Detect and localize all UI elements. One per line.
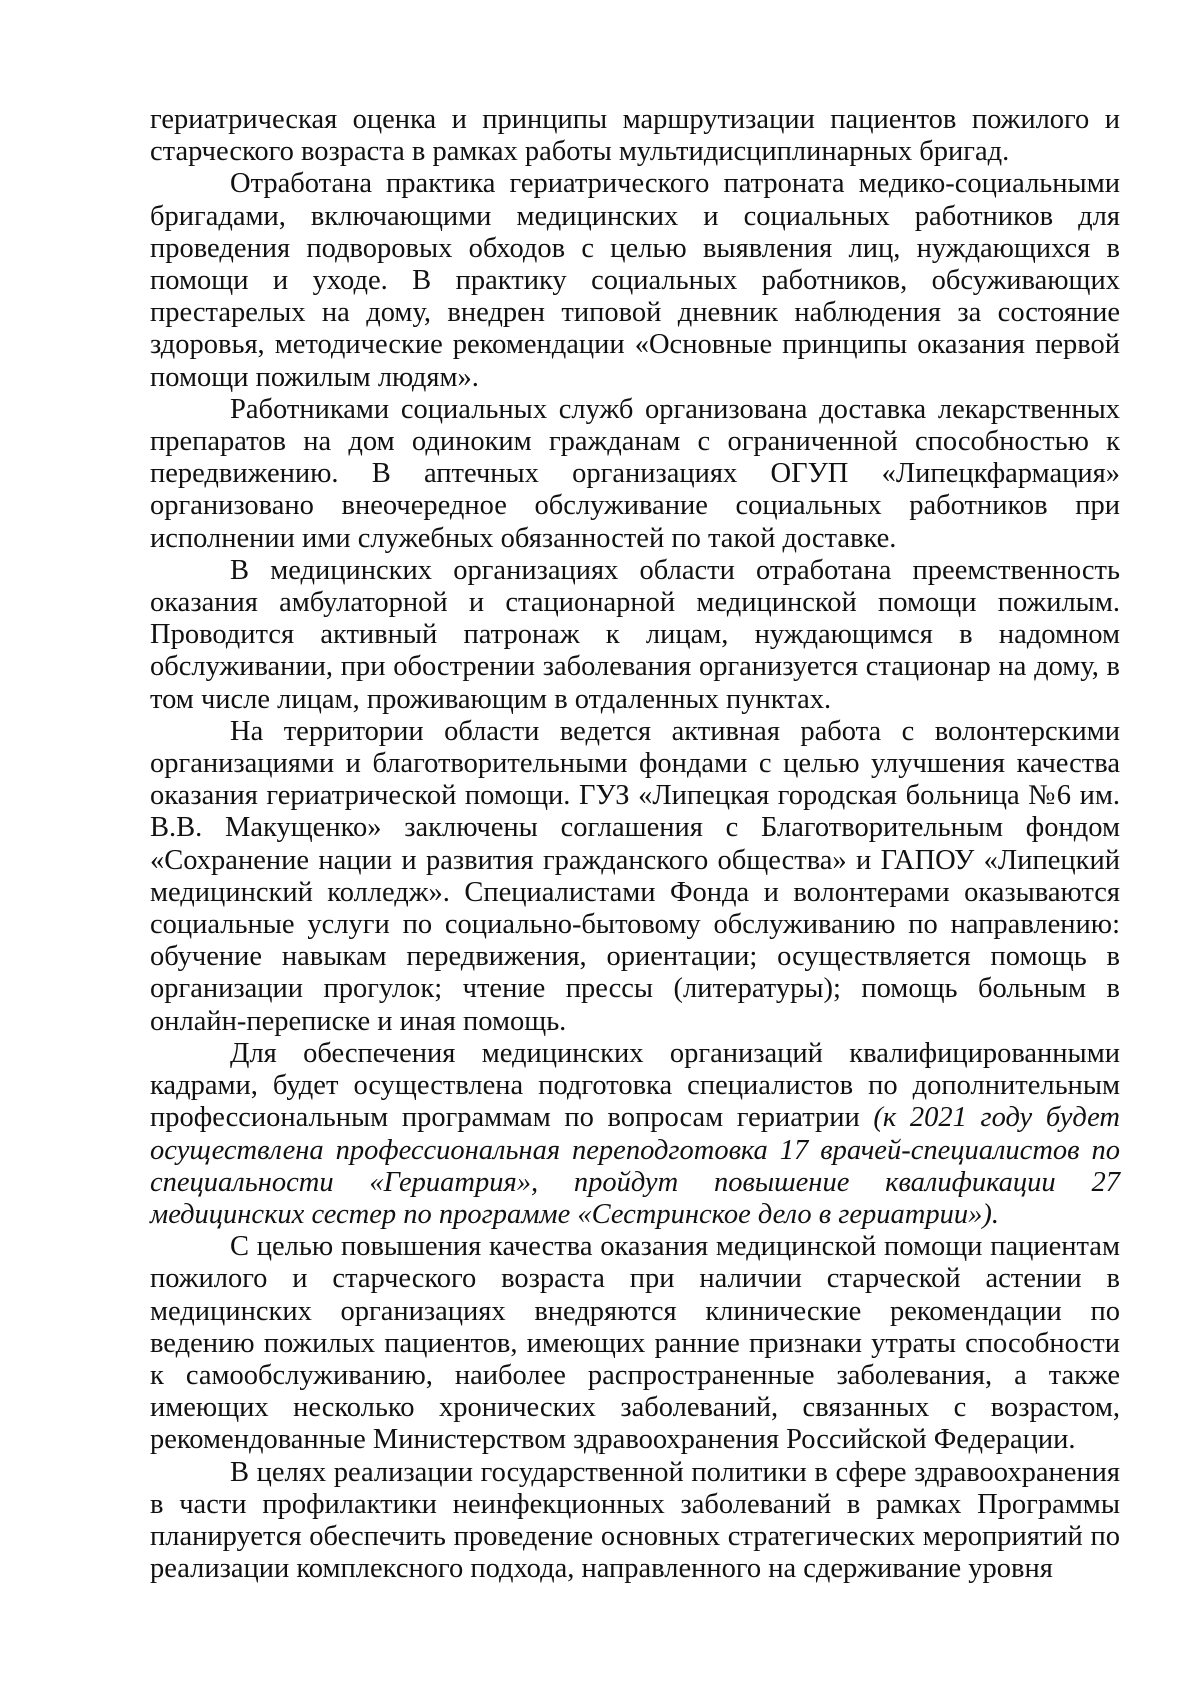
paragraph-text: Работниками социальных служб организована доставка лекарственных препаратов на дом одиноким гражданам с ограниченной способностью к передвижению. В аптечных организациях ОГУП «Липецкфармация» организовано внеочередное обслуживание социальных работников при исполнении ими служебных обязанностей по такой доставке. [150,393,1120,554]
paragraph-text: На территории области ведется активная работа с волонтерскими организациями и благотворительными фондами с целью улучшения качества оказания гериатрической помощи. ГУЗ «Липецкая городская больница №6 им. В.В. Макущенко» заключены соглашения с Благотворительным фондом «Сохранение нации и развития гражданского общества» и ГАПОУ «Липецкий медицинский колледж». Специалистами Фонда и волонтерами оказываются социальные услуги по социально-бытовому обслуживанию по направлению: обучение навыкам передвижения, ориентации; осуществляется помощь в организации прогулок; чтение прессы (литературы); помощь больным в онлайн-переписке и иная помощь. [150,715,1120,1037]
paragraph [150,168,1120,393]
paragraph [150,716,1120,1038]
paragraph-italic-text: (к 2021 году будет осуществлена профессиональная переподготовка 17 врачей-специалистов по специальности «Гериатрия», пройдут повышение квалификации 27 медицинских сестер по программе «Сестринское дело в гериатрии»). [150,1102,1120,1230]
paragraph-text: В целях реализации государственной политики в сфере здравоохранения в части профилактики неинфекционных заболеваний в рамках Программы планируется обеспечить проведение основных стратегических мероприятий по реализации комплексного подхода, направленного на сдерживание уровня [150,1456,1120,1585]
paragraph-text: Для обеспечения медицинских организаций квалифицированными кадрами, будет осуществлена подготовка специалистов по дополнительным профессиональным программам по вопросам гериатрии [150,1037,1120,1134]
paragraph [150,104,1120,168]
paragraph-text: Отработана практика гериатрического патроната медико-социальными бригадами, включающими медицинских и социальных работников для проведения подворовых обходов с целью выявления лиц, нуждающихся в помощи и уходе. В практику социальных работников, обсуживающих престарелых на дому, внедрен типовой дневник наблюдения за состояние здоровья, методические рекомендации «Основные принципы оказания первой помощи пожилым людям». [150,168,1120,393]
paragraph [150,1457,1120,1586]
paragraph-text: В медицинских организациях области отработана преемственность оказания амбулаторной и стационарной медицинской помощи пожилым. Проводится активный патронаж к лицам, нуждающимся в надомном обслуживании, при обострении заболевания организуется стационар на дому, в том числе лицам, проживающим в отдаленных пунктах. [150,554,1120,715]
paragraph-text: С целью повышения качества оказания медицинской помощи пациентам пожилого и старческого возраста при наличии старческой астении в медицинских организациях внедряются клинические рекомендации по ведению пожилых пациентов, имеющих ранние признаки утраты способности к самообслуживанию, наиболее распространенные заболевания, а также имеющих несколько хронических заболеваний, связанных с возрастом, рекомендованные Министерством здравоохранения Российской Федерации. [150,1231,1120,1456]
document-page [150,104,1120,1585]
paragraph [150,1231,1120,1456]
paragraph [150,555,1120,716]
paragraph [150,394,1120,555]
paragraph [150,1038,1120,1231]
paragraph-text: гериатрическая оценка и принципы маршрутизации пациентов пожилого и старческого возраста в рамках работы мультидисциплинарных бригад. [150,104,1120,168]
